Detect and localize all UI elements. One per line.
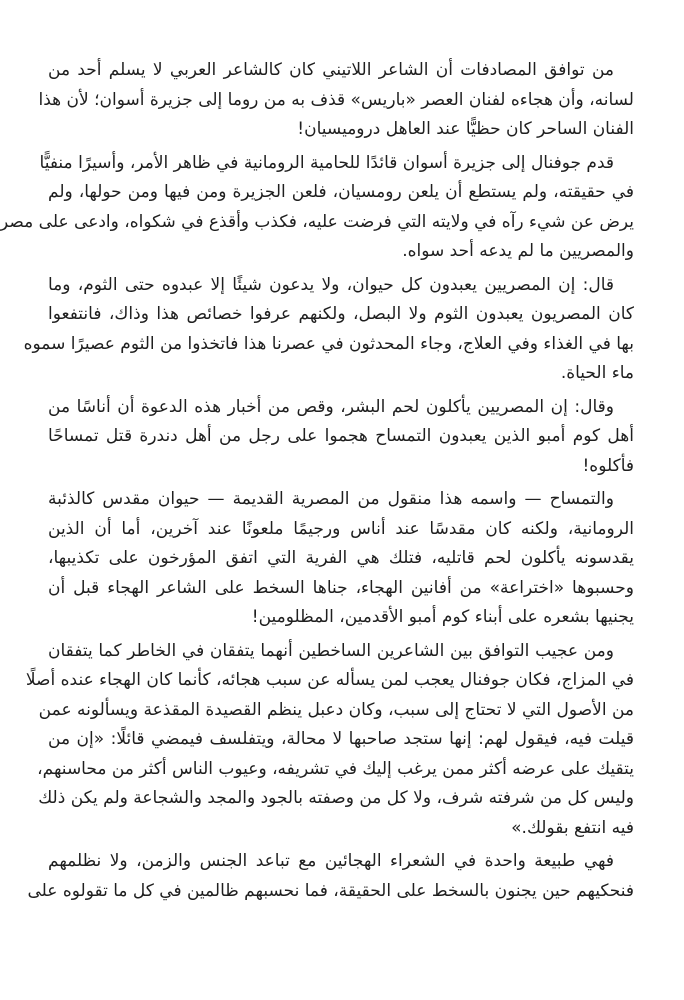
- paragraph-2: [0, 149, 634, 267]
- text-line: والمصريين ما لم يدعه أحد سواه.: [402, 241, 634, 261]
- text-line: كان المصريون يعبدون الثوم ولا البصل، ولكنهم عرفوا خصائص هذا وذاك، فانتفعوا: [48, 304, 634, 324]
- text-line: من الأصول التي لا تحتاج إلى سبب، وكان دعبل ينظم القصيدة المقذعة ويسألونه عمن: [38, 699, 634, 720]
- text-line: وقال: إن المصريين يأكلون لحم البشر، وقص من أخبار هذه الدعوة أن أناسًا من: [48, 396, 614, 417]
- text-line: بها في الغذاء وفي العلاج، وجاء المحدثون في عصرنا هذا فاتخذوا من الثوم عصيرًا سموه: [23, 333, 634, 354]
- text-line: الفنان الساحر كان حظيًّا عند العاهل دروميسيان!: [297, 119, 634, 139]
- text-line: الرومانية، ولكنه كان مقدسًا عند أناس ورجيمًا ملعونًا عند آخرين، أما أن الذين: [48, 518, 634, 539]
- text-line: فهي طبيعة واحدة في الشعراء الهجائين مع تباعد الجنس والزمن، ولا نظلمهم: [48, 851, 614, 871]
- text-line: أهل كوم أمبو الذين يعبدون التمساح هجموا على رجل من أهل دندرة قتل تمساحًا: [48, 426, 634, 446]
- paragraph-3: [23, 271, 634, 389]
- text-line: في المزاج، فكان جوفنال يعجب لمن يسأله عن سبب هجائه، كأنما كان الهجاء عنده أصلًا: [25, 670, 634, 690]
- text-line: يرض عن شيء رآه في ولايته التي فرضت عليه، فكذب وأقذع في شكواه، وادعى على مصر: [0, 211, 634, 232]
- text-line: يقدسونه يأكلون لحم قاتليه، فتلك هي الفرية التي اتفق المؤرخون على تكذيبها،: [48, 548, 634, 568]
- text-line: قال: إن المصريين يعبدون كل حيوان، ولا يدعون شيئًا إلا عبدوه حتى الثوم، وما: [48, 274, 614, 295]
- paragraph-4: [48, 393, 634, 482]
- text-line: وحسبوها «اختراعة» من أفانين الهجاء، جناها السخط على الشاعر الهجاء قبل أن: [48, 577, 634, 598]
- text-line: وليس كل من شرفته شرف، ولا كل من وصفته بالجود والمجد والشجاعة ولم يكن ذلك: [38, 788, 634, 808]
- text-line: ماء الحياة.: [560, 363, 634, 383]
- paragraph-5: [48, 485, 634, 633]
- text-line: ومن عجيب التوافق بين الشاعرين الساخطين أنهما يتفقان في الخاطر كما يتفقان: [48, 640, 614, 661]
- paragraph-6: [25, 637, 634, 844]
- paragraph-1: [38, 56, 634, 145]
- text-line: فيه انتفع بقولك.»: [511, 817, 634, 838]
- text-line: من توافق المصادفات أن الشاعر اللاتيني كان كالشاعر العربي لا يسلم أحد من: [48, 60, 614, 80]
- text-line: لسانه، وأن هجاءه لفنان العصر «باريس» قذف به من روما إلى جزيرة أسوان؛ لأن هذا: [38, 89, 634, 110]
- text-line: قدم جوفنال إلى جزيرة أسوان قائدًا للحامية الرومانية في ظاهر الأمر، وأسيرًا منفيًّا: [39, 152, 614, 173]
- text-line: قيلت فيه، فيقول لهم: إنها ستجد صاحبها لا محالة، ويتفلسف فيمضي قائلًا: «إن من: [48, 729, 634, 749]
- text-line: في حقيقته، ولم يستطع أن يلعن رومسيان، فلعن الجزيرة ومن فيها ومن حولها، ولم: [48, 182, 634, 202]
- text-line: يجنيها بشعره على أبناء كوم أمبو الأقدمين، المظلومين!: [251, 607, 634, 627]
- text-line: فنحكيهم حين يجنون بالسخط على الحقيقة، فما نحسبهم ظالمين في كل ما تقولوه على: [27, 880, 634, 901]
- paragraph-7: [27, 847, 634, 906]
- text-line: فأكلوه!: [582, 455, 634, 476]
- text-line: والتمساح — واسمه هذا منقول من المصرية القديمة — حيوان مقدس كالذئبة: [48, 489, 614, 509]
- text-line: يتقيك على عرضه أكثر ممن يرغب إليك في تشريفه، وعيوب الناس أكثر من محاسنهم،: [37, 758, 634, 779]
